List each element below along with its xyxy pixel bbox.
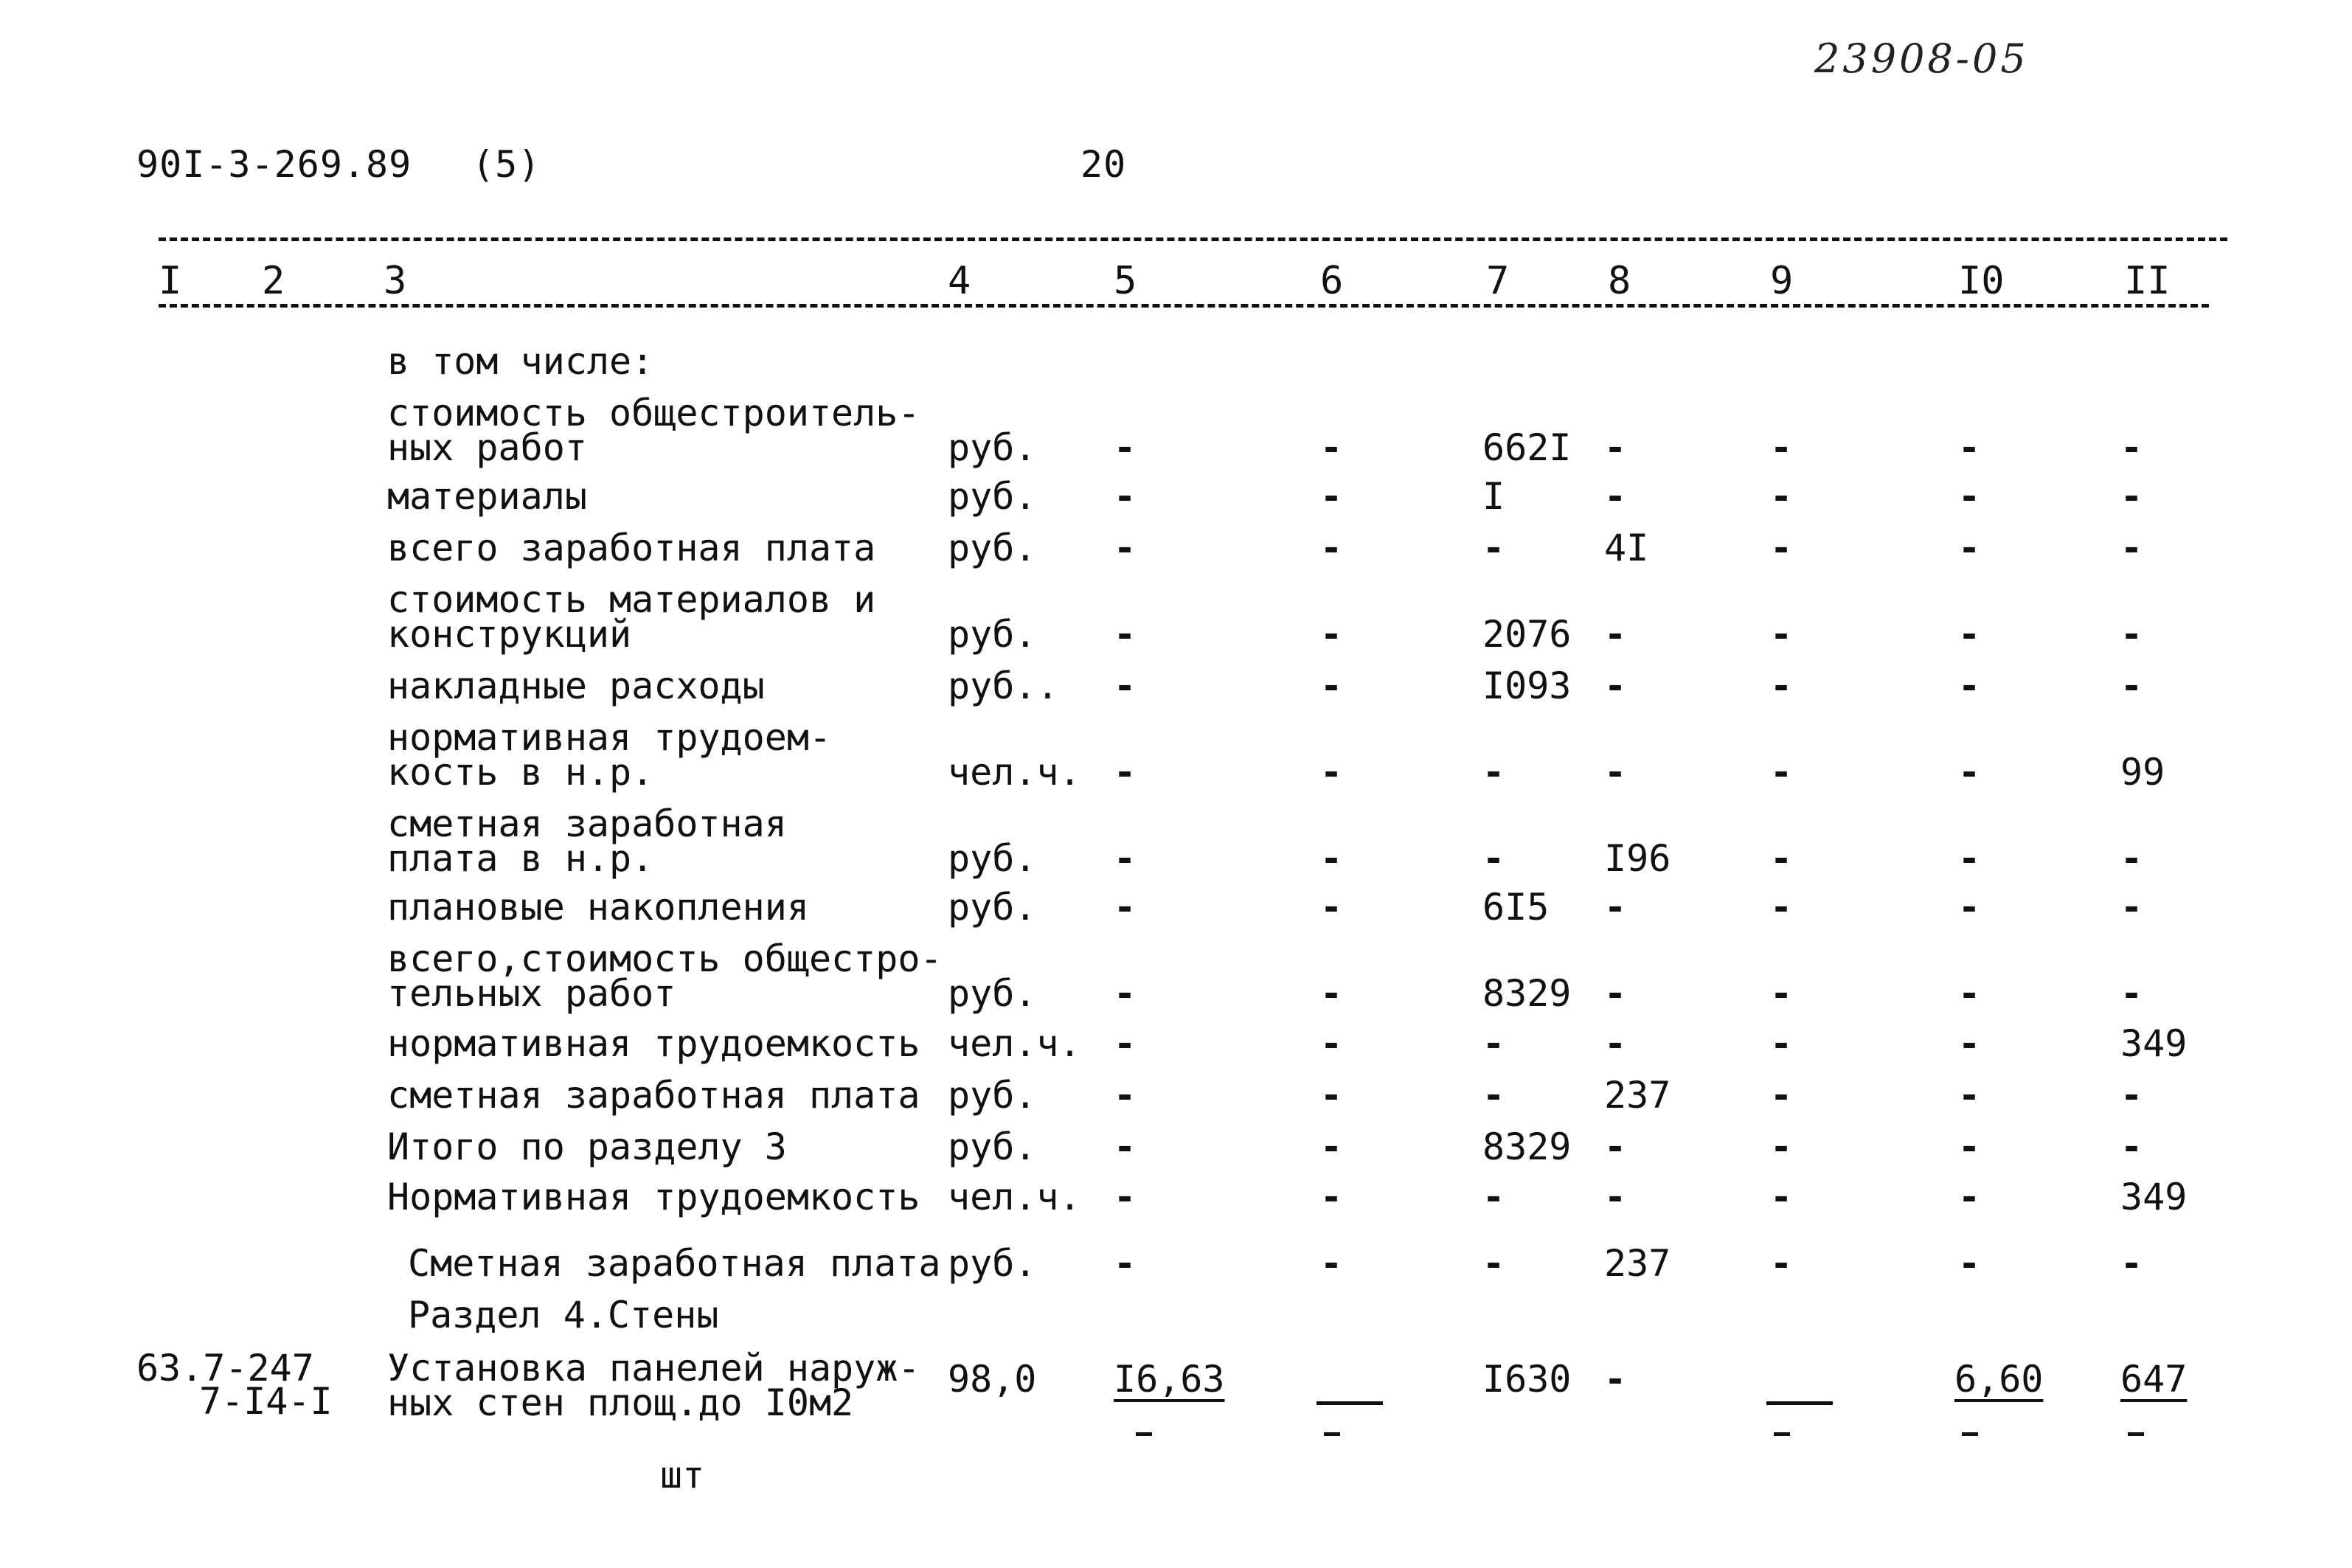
cell-col8: -: [1604, 1176, 1627, 1218]
cell-col5: -: [1114, 527, 1137, 569]
cell-col6: -: [1320, 886, 1343, 929]
cell-col6: -: [1320, 475, 1343, 518]
cell-col6: -: [1320, 613, 1343, 656]
row-label: Итого по разделу 3: [387, 1125, 787, 1168]
cell-col10: -: [1958, 1125, 1981, 1168]
section-title: Раздел 4.Стены: [408, 1294, 719, 1336]
row-label: материалы: [387, 475, 587, 518]
row-unit: руб.: [948, 837, 1037, 880]
cell-col10: -: [1958, 665, 1981, 707]
cell-col7: 8329: [1482, 1125, 1572, 1168]
cell-col8: -: [1604, 665, 1627, 707]
row-label: всего заработная плата: [387, 527, 876, 569]
cell-col11: -: [2120, 665, 2143, 707]
cell-col9: -: [1770, 665, 1793, 707]
cell-col6: -: [1320, 1022, 1343, 1065]
cell-col10: -: [1958, 426, 1981, 469]
row-label-continued: плата в н.р.: [387, 837, 654, 880]
row-unit: чел.ч.: [948, 1022, 1081, 1065]
cell-col10: -: [1958, 837, 1981, 880]
cell-col6: -: [1320, 1176, 1343, 1218]
row-label: накладные расходы: [387, 665, 765, 707]
cell-col8: -: [1604, 613, 1627, 656]
cell-col8: -: [1604, 972, 1627, 1015]
cell-col9: -: [1770, 527, 1793, 569]
cell-col9-dash: [1766, 1401, 1833, 1405]
cell-col9: -: [1770, 613, 1793, 656]
cell-col8: -: [1604, 475, 1627, 518]
cell-col5: -: [1114, 972, 1137, 1015]
row-label: Нормативная трудоемкость: [387, 1176, 920, 1218]
cell-col9: -: [1770, 426, 1793, 469]
col-header-6: 6: [1320, 259, 1344, 303]
row-label-continued: ных работ: [387, 426, 587, 469]
cell-col7: -: [1482, 837, 1505, 880]
cell-col11: -: [2120, 475, 2143, 518]
document-part: (5): [472, 143, 541, 186]
cell-col7: I: [1482, 475, 1505, 518]
cell-col5: -: [1114, 1176, 1137, 1218]
cell-col10: -: [1958, 1022, 1981, 1065]
cell-col7: -: [1482, 1242, 1505, 1285]
cell-col7: -: [1482, 1176, 1505, 1218]
cell-col5: -: [1114, 1125, 1137, 1168]
cell-col6: -: [1320, 1242, 1343, 1285]
cell-col11: 349: [2120, 1022, 2188, 1065]
cell-col11: -: [2120, 1074, 2143, 1117]
cell-col6-sub-dash: [1324, 1432, 1340, 1436]
document-code: 90I-3-269.89: [136, 143, 412, 186]
cell-col9: -: [1770, 837, 1793, 880]
row-unit: руб.: [948, 527, 1037, 569]
col-header-10: I0: [1958, 259, 2005, 303]
cell-col11: -: [2120, 837, 2143, 880]
cell-col6: -: [1320, 1074, 1343, 1117]
cell-col11: 99: [2120, 751, 2165, 794]
cell-col7: 662I: [1482, 426, 1572, 469]
row-label-continued: кость в н.р.: [387, 751, 654, 794]
cell-col11: -: [2120, 886, 2143, 929]
cell-col10-sub-dash: [1962, 1432, 1978, 1436]
row-label: всего,стоимость общестро-: [387, 937, 943, 980]
item-name-continued: ных стен площ.до I0м2: [387, 1381, 854, 1424]
table-top-rule: [159, 237, 2227, 241]
cell-col7: -: [1482, 1074, 1505, 1117]
cell-col11: -: [2120, 527, 2143, 569]
cell-col11-sub-dash: [2128, 1432, 2144, 1436]
row-unit: руб.: [948, 475, 1037, 518]
cell-col9: -: [1770, 1125, 1793, 1168]
row-label: сметная заработная: [387, 802, 787, 845]
cell-col9: -: [1770, 972, 1793, 1015]
row-label: Сметная заработная плата: [408, 1242, 941, 1285]
cell-col5: -: [1114, 837, 1137, 880]
row-label: нормативная трудоем-: [387, 716, 832, 759]
cell-col6: -: [1320, 837, 1343, 880]
document-stamp: 23908-05: [1814, 35, 2029, 82]
cell-col7: 6I5: [1482, 886, 1550, 929]
col-header-2: 2: [262, 259, 285, 303]
item-code: 63.7-247: [136, 1347, 314, 1390]
cell-col8: -: [1604, 1125, 1627, 1168]
cell-col10: 6,60: [1954, 1358, 2044, 1401]
item-code-secondary: 7-I4-I: [199, 1380, 333, 1423]
row-unit: руб.: [948, 613, 1037, 656]
cell-col9: -: [1770, 751, 1793, 794]
cell-col7: I630: [1482, 1358, 1572, 1401]
cell-col9: -: [1770, 1074, 1793, 1117]
cell-col11: 349: [2120, 1176, 2188, 1218]
cell-col6: -: [1320, 972, 1343, 1015]
row-unit: руб..: [948, 665, 1059, 707]
row-label: стоимость общестроитель-: [387, 392, 920, 434]
cell-col10: -: [1958, 1176, 1981, 1218]
cell-col11: -: [2120, 972, 2143, 1015]
cell-col7: -: [1482, 527, 1505, 569]
col-header-8: 8: [1608, 259, 1631, 303]
cell-col8: -: [1604, 1022, 1627, 1065]
cell-col8: 237: [1604, 1242, 1671, 1285]
cell-col7: -: [1482, 751, 1505, 794]
col-header-9: 9: [1770, 259, 1794, 303]
cell-col5: I6,63: [1114, 1358, 1225, 1401]
cell-col5: -: [1114, 475, 1137, 518]
row-unit: руб.: [948, 1125, 1037, 1168]
cell-col10: -: [1958, 1242, 1981, 1285]
row-label: сметная заработная плата: [387, 1074, 920, 1117]
cell-col5: -: [1114, 665, 1137, 707]
cell-col5: -: [1114, 751, 1137, 794]
col-header-3: 3: [384, 259, 407, 303]
cell-col9: -: [1770, 1242, 1793, 1285]
cell-col10: -: [1958, 886, 1981, 929]
cell-col11: -: [2120, 1125, 2143, 1168]
header-bottom-rule: [159, 304, 2209, 308]
cell-col8: -: [1604, 886, 1627, 929]
cell-col10: -: [1958, 1074, 1981, 1117]
cell-col7: -: [1482, 1022, 1505, 1065]
cell-col8: 237: [1604, 1074, 1671, 1117]
cell-col6: -: [1320, 1125, 1343, 1168]
page-number: 20: [1080, 143, 1127, 186]
cell-col6: -: [1320, 665, 1343, 707]
cell-col9-sub-dash: [1774, 1432, 1790, 1436]
cell-col9: -: [1770, 475, 1793, 518]
item-quantity: 98,0: [948, 1358, 1037, 1401]
cell-col10: -: [1958, 527, 1981, 569]
col-header-5: 5: [1114, 259, 1137, 303]
cell-col11: -: [2120, 1242, 2143, 1285]
row-unit: чел.ч.: [948, 1176, 1081, 1218]
cell-col6: -: [1320, 527, 1343, 569]
cell-col8: 4I: [1604, 527, 1649, 569]
cell-col10: -: [1958, 972, 1981, 1015]
row-label: нормативная трудоемкость: [387, 1022, 920, 1065]
cell-col6: -: [1320, 751, 1343, 794]
cell-col5: -: [1114, 1074, 1137, 1117]
item-unit: шт: [660, 1454, 705, 1496]
cell-col5-sub-dash: [1136, 1432, 1152, 1436]
row-unit: руб.: [948, 1074, 1037, 1117]
cell-col7: 2076: [1482, 613, 1572, 656]
row-label: в том числе:: [387, 340, 654, 383]
cell-col9: -: [1770, 1022, 1793, 1065]
cell-col5: -: [1114, 1022, 1137, 1065]
cell-col11: -: [2120, 426, 2143, 469]
cell-col5: -: [1114, 426, 1137, 469]
cell-col11: 647: [2120, 1358, 2188, 1401]
row-label-continued: тельных работ: [387, 972, 676, 1015]
cell-col5: -: [1114, 1242, 1137, 1285]
col-header-4: 4: [948, 259, 971, 303]
cell-col11: -: [2120, 613, 2143, 656]
row-label: плановые накопления: [387, 886, 809, 929]
item-name: Установка панелей наруж-: [387, 1347, 920, 1390]
row-unit: руб.: [948, 1242, 1037, 1285]
row-unit: руб.: [948, 972, 1037, 1015]
cell-col9: -: [1770, 1176, 1793, 1218]
cell-col10: -: [1958, 475, 1981, 518]
row-label: стоимость материалов и: [387, 578, 876, 621]
cell-col6-dash: [1317, 1401, 1383, 1405]
cell-col9: -: [1770, 886, 1793, 929]
cell-col5: -: [1114, 613, 1137, 656]
cell-col10: -: [1958, 613, 1981, 656]
cell-col8: -: [1604, 1358, 1627, 1401]
cell-col10: -: [1958, 751, 1981, 794]
cell-col8: -: [1604, 426, 1627, 469]
cell-col6: -: [1320, 426, 1343, 469]
row-unit: чел.ч.: [948, 751, 1081, 794]
cell-col7: I093: [1482, 665, 1572, 707]
row-unit: руб.: [948, 886, 1037, 929]
cell-col5: -: [1114, 886, 1137, 929]
row-label-continued: конструкций: [387, 613, 632, 656]
cell-col8: -: [1604, 751, 1627, 794]
cell-col8: I96: [1604, 837, 1671, 880]
cell-col7: 8329: [1482, 972, 1572, 1015]
col-header-7: 7: [1486, 259, 1510, 303]
col-header-1: I: [159, 259, 182, 303]
col-header-11: II: [2124, 259, 2171, 303]
row-unit: руб.: [948, 426, 1037, 469]
